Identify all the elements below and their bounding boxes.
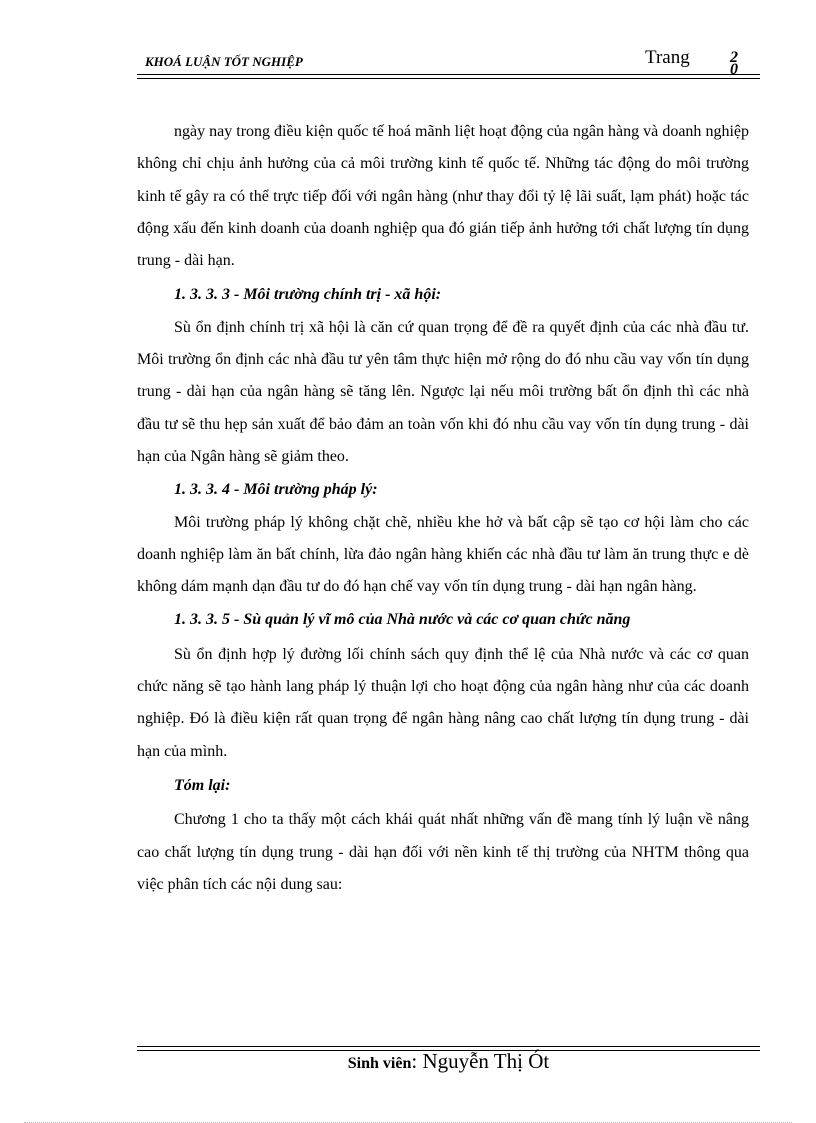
page-footer: [137, 1049, 760, 1074]
section-heading-political: 1. 3. 3. 3 - Môi trường chính trị - xã hội:: [174, 286, 442, 304]
paragraph-macro: Sù ổn định hợp lý đường lối chính sách quy định thể lệ của Nhà nước và các cơ quan chức năng sẽ tạo hành lang pháp lý thuận lợi cho hoạt động của ngân hàng như của các doanh nghiệp. Đó là điều kiện rất quan trọng để ngân hàng nâng cao chất lượng tín dụng trung - dài hạn của mình.: [137, 645, 749, 760]
page-label: Trang: [645, 47, 690, 68]
footer-rule-top: [137, 1046, 760, 1047]
paragraph-legal: Môi trường pháp lý không chặt chẽ, nhiều khe hở và bất cập sẽ tạo cơ hội làm cho các doanh nghiệp làm ăn bất chính, lừa đảo ngân hàng khiến các nhà đầu tư làm ăn trung thực e dè không dám mạnh dạn đầu tư do đó hạn chế vay vốn tín dụng trung - dài hạn ngân hàng.: [137, 513, 749, 596]
paragraph-political: Sù ổn định chính trị xã hội là căn cứ quan trọng để đề ra quyết định của các nhà đầu tư. Môi trường ổn định các nhà đầu tư yên tâm thực hiện mở rộng do đó nhu cầu vay vốn tín dụng trung - dài hạn của ngân hàng sẽ tăng lên. Ngược lại nếu môi trường bất ổn định thì các nhà đầu tư sẽ thu hẹp sản xuất để bảo đảm an toàn vốn khi đó nhu cầu vay vốn tín dụng trung - dài hạn của Ngân hàng sẽ giảm theo.: [137, 318, 749, 465]
section-heading-legal: 1. 3. 3. 4 - Môi trường pháp lý:: [174, 481, 378, 499]
header-rule-top: [137, 74, 760, 75]
student-label: Sinh viên: [347, 1055, 412, 1072]
paragraph-summary: Chương 1 cho ta thấy một cách khái quát nhất những vấn đề mang tính lý luận về nâng cao chất lượng tín dụng trung - dài hạn đối với nền kinh tế thị trường của NHTM thông qua việc phân tích các nội dung sau:: [137, 811, 749, 893]
summary-heading: Tóm lại:: [174, 776, 231, 794]
thesis-title: KHOÁ LUẬN TỐT NGHIỆP: [145, 54, 303, 69]
page-number: 20: [730, 49, 738, 78]
paragraph-intro: ngày nay trong điều kiện quốc tế hoá mãnh liệt hoạt động của ngân hàng và doanh nghiệp không chỉ chịu ảnh hưởng của cả môi trường kinh tế quốc tế. Những tác động do môi trường kinh tế gây ra có thể trực tiếp đối với ngân hàng (như thay đổi tỷ lệ lãi suất, lạm phát) hoặc tác động xấu đến kinh doanh của doanh nghiệp qua đó gián tiếp ảnh hưởng tới chất lượng tín dụng trung - dài hạn.: [137, 123, 749, 270]
student-name: : Nguyễn Thị Ót: [411, 1049, 550, 1073]
header-rule-bottom: [137, 78, 760, 79]
page-body: [137, 116, 749, 901]
section-heading-macro: 1. 3. 3. 5 - Sù quản lý vĩ mô của Nhà nước và các cơ quan chức năng: [174, 611, 631, 629]
